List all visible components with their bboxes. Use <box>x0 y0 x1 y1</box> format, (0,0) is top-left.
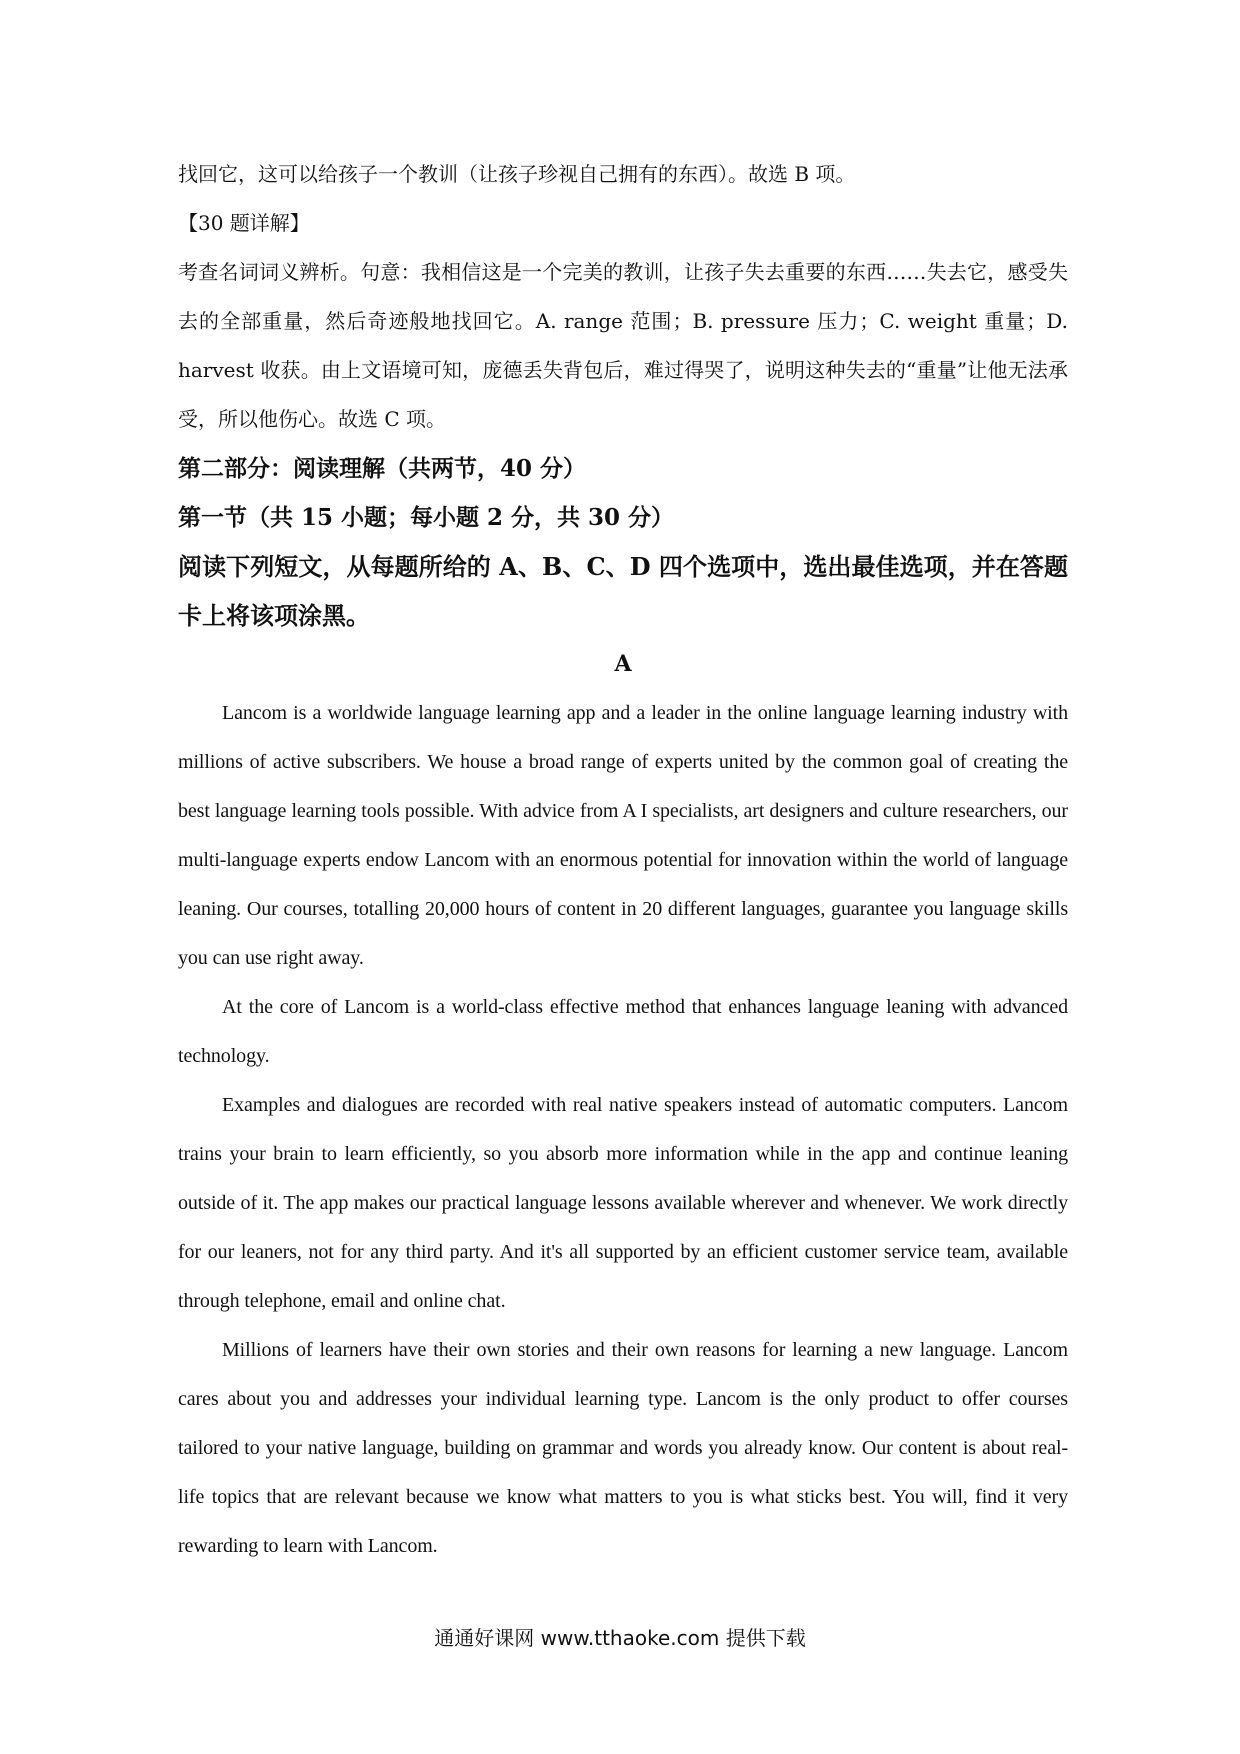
section1-title: 第一节（共 15 小题；每小题 2 分，共 30 分） <box>178 504 675 531</box>
part2-title: 第二部分：阅读理解（共两节，40 分） <box>178 455 587 482</box>
document-page <box>178 150 1068 1571</box>
passage-paragraph: Lancom is a worldwide language learning app and a leader in the online language learning industry with millions of active subscribers. We house a broad range of experts united by the common goal of creating the best language learning tools possible. With advice from A I specialists, art designers and culture researchers, our multi-language experts endow Lancom with an enormous potential for innovation within the world of language leaning. Our courses, totalling 20,000 hours of content in 20 different languages, guarantee you language skills you can use right away. <box>178 702 1068 969</box>
passage-paragraph: At the core of Lancom is a world-class effective method that enhances language leaning with advanced technology. <box>178 996 1068 1067</box>
q29-continuation: 找回它，这可以给孩子一个教训（让孩子珍视自己拥有的东西）。故选 B 项。 <box>178 162 856 186</box>
passage-label: A <box>614 651 632 677</box>
page-footer: 通通好课网 www.tthaoke.com 提供下载 <box>434 1626 806 1650</box>
passage-paragraph: Millions of learners have their own stories and their own reasons for learning a new language. Lancom cares about you and addresses your individual learning type. Lancom is the only product to offer courses tailored to your native language, building on grammar and words you already know. Our content is about real-life topics that are relevant because we know what matters to you is what sticks best. You will, find it very rewarding to learn with Lancom. <box>178 1339 1068 1557</box>
reading-instruction: 阅读下列短文，从每题所给的 A、B、C、D 四个选项中，选出最佳选项，并在答题卡上将该项涂黑。 <box>178 552 1068 630</box>
q30-explanation: 考查名词词义辨析。句意：我相信这是一个完美的教训，让孩子失去重要的东西……失去它，感受失去的全部重量，然后奇迹般地找回它。A. range 范围；B. pressure 压力；C. weight 重量；D. harvest 收获。由上文语境可知，庞德丢失背包后，难过得哭了，说明这种失去的“重量”让他无法承受，所以他伤心。故选 C 项。 <box>178 260 1068 431</box>
passage-paragraph: Examples and dialogues are recorded with real native speakers instead of automatic computers. Lancom trains your brain to learn efficiently, so you absorb more information while in the app and continue leaning outside of it. The app makes our practical language lessons available wherever and whenever. We work directly for our leaners, not for any third party. And it's all supported by an efficient customer service team, available through telephone, email and online chat. <box>178 1094 1068 1312</box>
q30-heading: 【30 题详解】 <box>178 211 310 235</box>
